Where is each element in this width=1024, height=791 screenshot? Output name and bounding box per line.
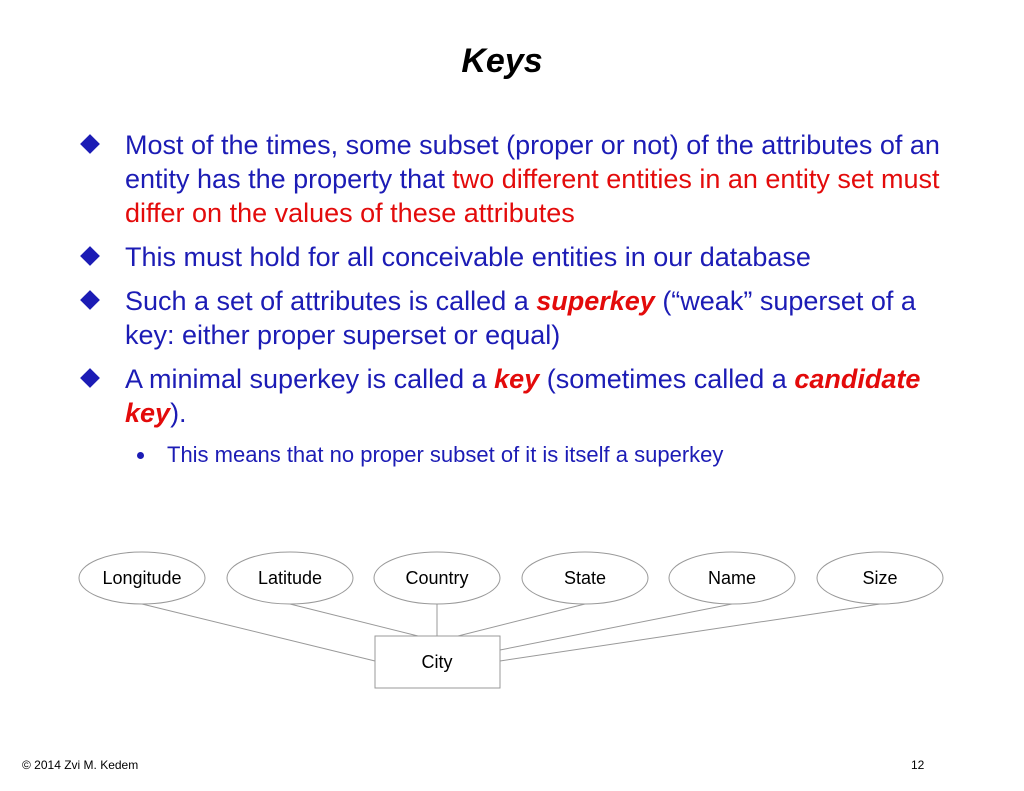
line-state-city: [458, 604, 585, 636]
bullet-2-text: This must hold for all conceivable entities in our database: [125, 242, 811, 272]
relationship-lines: [142, 604, 880, 661]
attribute-label-size: Size: [862, 568, 898, 588]
attribute-label-name: Name: [707, 568, 757, 588]
bullet-4-after: ).: [170, 398, 187, 428]
bullet-1-text: Most of the times, some subset (proper or not) of the attributes of an entity has the property that: [125, 130, 940, 194]
candidate-key-term: candidate key: [125, 364, 921, 428]
bullet-3-after: (“weak” superset of a key: either proper superset or equal): [125, 286, 916, 350]
entity-label-city: City: [421, 652, 453, 672]
line-longitude-city: [142, 604, 375, 661]
bullet-4-text: A minimal superkey is called a: [125, 364, 495, 394]
attribute-label-latitude: Latitude: [257, 568, 323, 588]
line-latitude-city: [290, 604, 418, 636]
sub-bullet-text: This means that no proper subset of it is itself a superkey: [167, 442, 724, 467]
bullet-4-middle: (sometimes called a: [539, 364, 795, 394]
attribute-label-longitude: Longitude: [102, 568, 182, 588]
superkey-term: superkey: [536, 286, 655, 316]
attribute-label-state: State: [563, 568, 607, 588]
page-number: 12: [911, 758, 925, 772]
key-term: key: [494, 364, 540, 394]
footer-copyright: © 2014 Zvi M. Kedem: [22, 758, 139, 772]
bullet-3-text: Such a set of attributes is called a: [125, 286, 537, 316]
bullet-1-highlight: two different entities in an entity set must differ on the values of these attributes: [125, 164, 940, 228]
slide-title: Keys: [461, 42, 543, 80]
attribute-label-country: Country: [405, 568, 469, 588]
